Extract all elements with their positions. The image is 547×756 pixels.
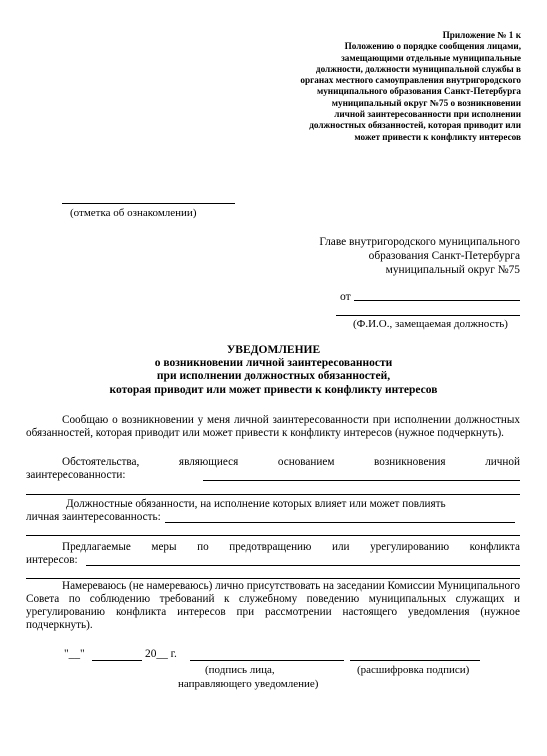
decode-field[interactable] [350,660,480,661]
date-month-field[interactable] [92,660,142,661]
circumstances-word: являющиеся [178,456,239,468]
measures-row [26,541,520,554]
signature-caption-2: направляющего уведомление) [178,678,319,690]
date-quote: "__" [64,648,85,660]
appendix-header [300,30,521,143]
appendix-line: Приложение № 1 к [442,30,521,40]
circumstances-field[interactable] [203,480,520,481]
measures-word: урегулированию [370,541,450,553]
circumstances-word: личной [485,456,520,468]
circumstances-field-2[interactable] [26,494,520,495]
circumstances-row [26,456,520,469]
appendix-line: Положению о порядке сообщения лицами, [344,41,521,52]
circumstances-word: Обстоятельства, [62,456,140,468]
appendix-line: может привести к конфликту интересов [354,131,521,142]
measures-word: Предлагаемые [62,541,131,553]
fio-caption: (Ф.И.О., замещаемая должность) [353,318,508,330]
signature-field[interactable] [190,660,344,661]
appendix-line: должности, должности муниципальной службы в [315,63,521,74]
circumstances-word: основанием [277,456,335,468]
measures-word: или [331,541,350,553]
circumstances-word: возникновения [374,456,446,468]
measures-label: интересов: [26,554,78,566]
measures-word: предотвращению [229,541,312,553]
appendix-line: муниципальный округ №75 о возникновении [331,97,521,108]
duties-line: Должностные обязанности, на исполнение которых влияет или может повлиять [66,498,446,510]
measures-field-2[interactable] [26,578,520,579]
notice-subtitle-line: при исполнении должностных обязанностей, [156,370,391,383]
notice-subtitle-line: о возникновении личной заинтересованности [154,357,393,370]
measures-field[interactable] [86,565,520,566]
circumstances-label: заинтересованности: [26,469,126,481]
measures-word: по [197,541,209,553]
notice-title [0,344,547,397]
from-label: от [340,290,351,303]
acknowledgement-caption: (отметка об ознакомлении) [70,207,197,219]
notice-heading: УВЕДОМЛЕНИЕ [226,344,321,356]
duties-field-2[interactable] [26,535,520,536]
acknowledgement-line[interactable] [62,203,235,204]
appendix-line: замещающими отдельные муниципальные [341,52,521,63]
measures-word: конфликта [469,541,520,553]
duties-label: личная заинтересованность: [26,511,161,523]
signature-caption: (подпись лица, [205,664,275,676]
notice-subtitle-line: которая приводит или может привести к конфликту интересов [109,383,438,396]
paragraph-intent: Намереваюсь (не намереваюсь) лично присутствовать на заседании Комиссии Муниципального Совета по соблюдению требований к служебному поведению муниципальных служащих и урегулированию конфликта интересов при рассмотрении настоящего уведомления (нужное подчеркнуть). [26,580,520,631]
paragraph-report: Сообщаю о возникновении у меня личной заинтересованности при исполнении должностных обязанностей, которая приводит или может привести к конфликту интересов (нужное подчеркнуть). [26,414,520,439]
appendix-line: должностных обязанностей, которая приводит или [309,120,521,131]
measures-word: меры [151,541,177,553]
recipient-line: муниципальный округ №75 [385,264,520,276]
recipient-block [319,235,520,277]
duties-field[interactable] [165,522,515,523]
from-field[interactable] [354,300,520,301]
appendix-line: личной заинтересованности при исполнении [334,109,521,120]
recipient-line: образования Санкт-Петербурга [368,250,520,262]
year-label: 20__ г. [145,648,177,660]
decode-caption: (расшифровка подписи) [357,664,470,676]
appendix-line: муниципального образования Санкт-Петербурга [316,86,521,97]
recipient-line: Главе внутригородского муниципального [319,236,520,248]
fio-field[interactable] [336,315,520,316]
appendix-line: органах местного самоуправления внутригородского [300,75,521,86]
